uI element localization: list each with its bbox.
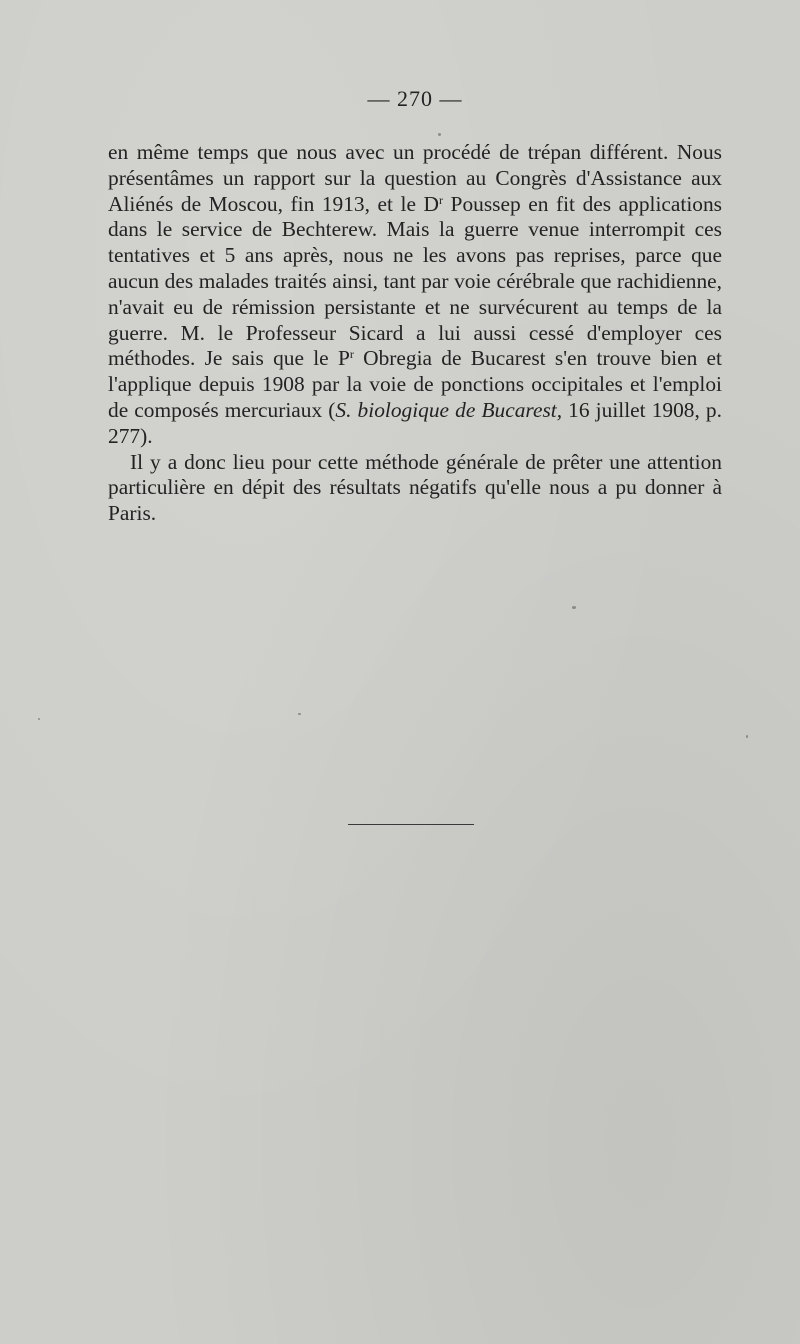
doctor-abbrev-superscript: r (438, 192, 443, 207)
paper-speck (572, 606, 576, 609)
paper-speck (38, 718, 40, 720)
body-text (108, 140, 722, 527)
paragraph-1-text-c: Obregia de Bucarest s'en trouve bien et l'applique depuis 1908 par la voie de ponctions occipitales et l'emploi de composés mercuriaux ( (108, 346, 722, 422)
citation-italic: S. biologique de Bucarest, (335, 397, 563, 422)
paper-speck (438, 133, 441, 136)
page-number: — 270 — (367, 86, 463, 111)
paper-speck (298, 713, 301, 715)
paragraph-1-text-d: 16 juillet 1908, p. 277). (108, 397, 722, 448)
paragraph-1 (108, 140, 722, 450)
paragraph-1-text-a: en même temps que nous avec un procédé de trépan différent. Nous présentâmes un rapport sur la question au Congrès d'Assistance aux Aliénés de Moscou, fin 1913, et le D (108, 140, 722, 216)
section-end-rule (348, 824, 474, 825)
paper-speck (746, 735, 748, 738)
paragraph-1-text-b: Poussep en fit des applications dans le service de Bechterew. Mais la guerre venue interrompit ces tentatives et 5 ans après, nous ne les avons pas reprises, parce que aucun des malades traités ainsi, tant par voie cérébrale que rachidienne, n'avait eu de rémission persistante et ne survécurent au temps de la guerre. M. le Professeur Sicard a lui aussi cessé d'employer ces méthodes. Je sais que le P (108, 191, 723, 371)
professor-abbrev-superscript: r (349, 347, 354, 362)
paragraph-2: Il y a donc lieu pour cette méthode générale de prêter une attention particulière en dépit des résultats négatifs qu'elle nous a pu donner à Paris. (108, 449, 722, 526)
